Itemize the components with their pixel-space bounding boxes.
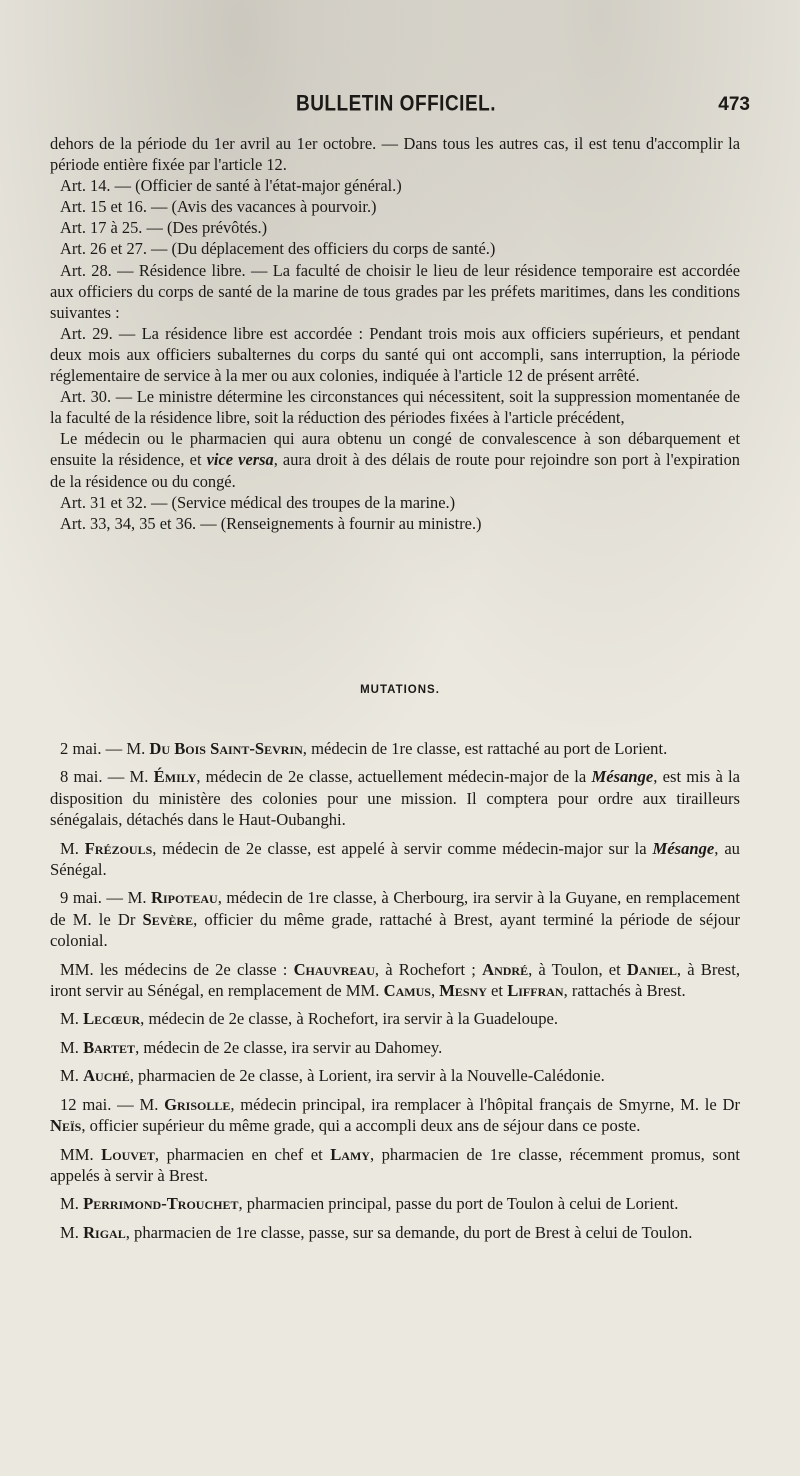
mutation-entry xyxy=(50,959,740,1002)
entry-date: 8 mai. — M. xyxy=(60,767,154,787)
entry-text: et xyxy=(486,981,508,1001)
person-name: Lamy xyxy=(330,1144,370,1164)
entry-text: , à Rochefort ; xyxy=(374,959,483,979)
article-14: Art. 14. — (Officier de santé à l'état-major général.) xyxy=(60,176,402,196)
entry-text: , médecin principal, ira remplacer à l'hôpital français de Smyrne, M. le Dr xyxy=(230,1094,740,1114)
person-name: Daniel xyxy=(626,959,677,979)
entry-text: , médecin de 2e classe, actuellement médecin-major de la xyxy=(196,767,592,787)
entry-prefix: MM. xyxy=(60,1144,102,1164)
person-name: Chauvreau xyxy=(293,959,375,979)
person-name: Mesny xyxy=(439,981,487,1001)
page-header xyxy=(46,92,750,124)
mutation-entry xyxy=(50,738,740,759)
entry-text: , au Sénégal. xyxy=(50,838,740,880)
entry-prefix: M. xyxy=(60,1037,84,1057)
person-name: Auché xyxy=(83,1066,130,1086)
person-name: Ripoteau xyxy=(151,888,218,908)
person-name: Liffran xyxy=(507,981,564,1001)
entry-text: , pharmacien de 1re classe, récemment promus, sont appelés à servir à Brest. xyxy=(50,1144,740,1185)
entry-text: , médecin de 1re classe, à Cherbourg, ira servir à la Guyane, en remplacement de M. le Dr xyxy=(50,888,741,929)
entry-prefix: M. xyxy=(60,1009,84,1029)
mutation-entry xyxy=(50,1144,740,1187)
entry-text: , rattachés à Brest. xyxy=(563,981,686,1001)
person-name: André xyxy=(482,959,529,979)
mutation-entry xyxy=(50,1037,740,1058)
mutation-entry xyxy=(50,1065,740,1086)
entry-text: , à Brest, iront servir au Sénégal, en remplacement de MM. xyxy=(50,959,740,1001)
mutation-entry xyxy=(50,1193,740,1214)
entry-text: , médecin de 2e classe, est appelé à servir comme médecin-major sur la xyxy=(152,838,653,858)
person-name: Lecœur xyxy=(83,1009,141,1029)
entry-date: 2 mai. — M. xyxy=(60,739,150,758)
paragraph-medecin-part1: Le médecin ou le pharmacien qui aura obtenu un congé de convalescence à son débarquement et ensuite la résidence, et xyxy=(50,429,740,470)
paragraph-continuation: dehors de la période du 1er avril au 1er octobre. — Dans tous les autres cas, il est tenu d'accomplir la période entière fixée par l'article 12. xyxy=(50,134,740,175)
mutation-entry xyxy=(50,1008,740,1029)
person-name: Louvet xyxy=(101,1144,155,1164)
page-number: 473 xyxy=(718,94,750,115)
entry-date: 12 mai. — M. xyxy=(60,1094,165,1114)
person-name: Frézouls xyxy=(84,838,153,858)
person-name: Grisolle xyxy=(164,1094,231,1114)
mutation-entry xyxy=(50,766,740,830)
article-31-32: Art. 31 et 32. — (Service médical des troupes de la marine.) xyxy=(60,492,456,512)
mutation-entry xyxy=(50,1094,740,1137)
person-name: Perrimond-Trouchet xyxy=(83,1194,239,1214)
ship-name: Mésange xyxy=(591,767,654,787)
article-30: Art. 30. — Le ministre détermine les circonstances qui nécessitent, soit la suppression momentanée de la faculté de la résidence libre, soit la réduction des périodes fixées à l'article précédent, xyxy=(50,387,740,428)
ship-name: Mésange xyxy=(652,838,715,858)
person-name: Sevère xyxy=(142,909,194,929)
vice-versa-italic: vice versa xyxy=(206,450,274,470)
entry-text: , pharmacien de 1re classe, passe, sur sa demande, du port de Brest à celui de Toulon. xyxy=(125,1222,693,1242)
entry-prefix: M. xyxy=(60,838,85,858)
article-29: Art. 29. — La résidence libre est accordée : Pendant trois mois aux officiers supérieurs, et pendant deux mois aux officiers subalternes du corps du santé qui ont accompli, sans interruption, la période réglementaire de service à la mer ou aux colonies, indiquée à l'article 12 de présent arrêté. xyxy=(50,323,740,386)
entry-text: , pharmacien en chef et xyxy=(154,1144,331,1164)
article-17-25: Art. 17 à 25. — (Des prévôtés.) xyxy=(60,218,268,238)
entry-text: , médecin de 2e classe, ira servir au Dahomey. xyxy=(135,1037,443,1057)
mutation-entry xyxy=(50,838,740,881)
article-28: Art. 28. — Résidence libre. — La faculté de choisir le lieu de leur résidence temporaire est accordée aux officiers du corps de santé de la marine de tous grades par les préfets maritimes, dans les conditions suivantes : xyxy=(50,260,740,322)
article-33-36: Art. 33, 34, 35 et 36. — (Renseignements à fournir au ministre.) xyxy=(60,513,482,533)
entry-text: , médecin de 1re classe, est rattaché au port de Lorient. xyxy=(302,739,668,758)
person-name: Rigal xyxy=(83,1222,126,1242)
entry-text: , est mis à la disposition du ministère des colonies pour une mission. Il comptera pour ordre aux tirailleurs sénégalais, détachés dans le Haut-Oubanghi. xyxy=(50,767,740,830)
entry-text: , officier supérieur du même grade, qui a accompli deux ans de séjour dans ce poste. xyxy=(81,1116,641,1136)
mutation-entry xyxy=(50,887,740,951)
person-name: Du Bois Saint-Sevrin xyxy=(149,739,303,758)
article-text xyxy=(50,133,740,534)
entry-text: , pharmacien principal, passe du port de Toulon à celui de Lorient. xyxy=(238,1194,679,1214)
entry-text: , officier du même grade, rattaché à Brest, ayant terminé la période de séjour colonial. xyxy=(50,909,740,951)
entry-text: , pharmacien de 2e classe, à Lorient, ira servir à la Nouvelle-Calédonie. xyxy=(129,1066,605,1086)
person-name: Émily xyxy=(153,767,197,787)
mutations-list xyxy=(50,738,740,1250)
mutation-entry xyxy=(50,1222,740,1243)
entry-prefix: M. xyxy=(60,1222,84,1242)
section-heading-mutations: MUTATIONS. xyxy=(360,684,440,696)
entry-text: , à Toulon, et xyxy=(528,959,627,979)
person-name: Camus xyxy=(383,981,431,1001)
entry-date: 9 mai. — M. xyxy=(60,888,152,908)
entry-text: , xyxy=(430,981,440,1001)
entry-prefix: MM. les médecins de 2e classe : xyxy=(60,959,294,979)
person-name: Neïs xyxy=(50,1116,82,1136)
article-15-16: Art. 15 et 16. — (Avis des vacances à pourvoir.) xyxy=(60,197,377,217)
article-26-27: Art. 26 et 27. — (Du déplacement des officiers du corps de santé.) xyxy=(60,239,496,259)
entry-text: , médecin de 2e classe, à Rochefort, ira servir à la Guadeloupe. xyxy=(140,1009,559,1029)
paragraph-medecin xyxy=(50,428,740,491)
entry-prefix: M. xyxy=(60,1066,84,1086)
entry-prefix: M. xyxy=(60,1194,84,1214)
paragraph-medecin-part2: , aura droit à des délais de route pour rejoindre son port à l'expiration de la résidence ou du congé. xyxy=(50,450,740,491)
running-title: BULLETIN OFFICIEL. xyxy=(295,92,497,117)
person-name: Bartet xyxy=(83,1037,136,1057)
